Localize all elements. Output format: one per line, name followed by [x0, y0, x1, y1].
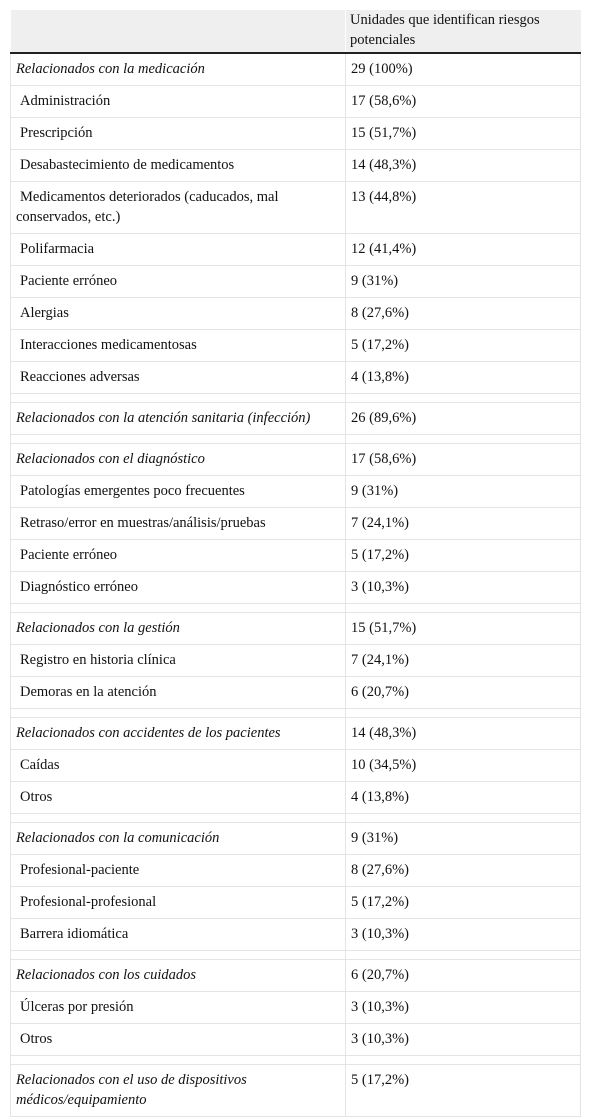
subcategory-value: 13 (44,8%)	[346, 182, 581, 234]
table-row	[11, 330, 581, 362]
category-label: Relacionados con la medicación	[11, 53, 346, 86]
subcategory-value: 3 (10,3%)	[346, 1024, 581, 1056]
subcategory-label: Caídas	[11, 750, 346, 782]
spacer-row	[11, 1056, 581, 1065]
subcategory-value: 7 (24,1%)	[346, 508, 581, 540]
table-body	[11, 53, 581, 1117]
spacer-cell	[11, 604, 346, 613]
subcategory-value: 7 (24,1%)	[346, 645, 581, 677]
table-row	[11, 887, 581, 919]
spacer-row	[11, 814, 581, 823]
category-value: 14 (48,3%)	[346, 718, 581, 750]
spacer-cell	[11, 814, 346, 823]
category-value: 26 (89,6%)	[346, 403, 581, 435]
subcategory-label: Paciente erróneo	[11, 266, 346, 298]
subcategory-label: Diagnóstico erróneo	[11, 572, 346, 604]
spacer-row	[11, 951, 581, 960]
table-row	[11, 782, 581, 814]
subcategory-value: 15 (51,7%)	[346, 118, 581, 150]
category-label: Relacionados con la atención sanitaria (infección)	[11, 403, 346, 435]
table-row	[11, 919, 581, 951]
category-row	[11, 960, 581, 992]
category-value: 9 (31%)	[346, 823, 581, 855]
table-row	[11, 508, 581, 540]
subcategory-label: Registro en historia clínica	[11, 645, 346, 677]
spacer-cell	[346, 709, 581, 718]
spacer-cell	[346, 951, 581, 960]
header-units: Unidades que identifican riesgos potenciales	[346, 10, 581, 53]
category-label: Relacionados con accidentes de los pacientes	[11, 718, 346, 750]
table-row	[11, 362, 581, 394]
category-label: Relacionados con el diagnóstico	[11, 444, 346, 476]
table-row	[11, 266, 581, 298]
category-value: 29 (100%)	[346, 53, 581, 86]
category-label: Relacionados con el uso de dispositivos médicos/equipamiento	[11, 1065, 346, 1117]
subcategory-label: Barrera idiomática	[11, 919, 346, 951]
table-row	[11, 1024, 581, 1056]
subcategory-value: 5 (17,2%)	[346, 540, 581, 572]
table-row	[11, 476, 581, 508]
subcategory-label: Retraso/error en muestras/análisis/pruebas	[11, 508, 346, 540]
spacer-cell	[346, 394, 581, 403]
category-row	[11, 718, 581, 750]
subcategory-value: 14 (48,3%)	[346, 150, 581, 182]
table-row	[11, 150, 581, 182]
subcategory-label: Interacciones medicamentosas	[11, 330, 346, 362]
table-row	[11, 572, 581, 604]
subcategory-value: 9 (31%)	[346, 266, 581, 298]
category-value: 17 (58,6%)	[346, 444, 581, 476]
subcategory-label: Administración	[11, 86, 346, 118]
subcategory-label: Desabastecimiento de medicamentos	[11, 150, 346, 182]
table-row	[11, 992, 581, 1024]
category-row	[11, 53, 581, 86]
category-value: 6 (20,7%)	[346, 960, 581, 992]
category-label: Relacionados con la comunicación	[11, 823, 346, 855]
category-row	[11, 1065, 581, 1117]
spacer-row	[11, 709, 581, 718]
spacer-cell	[11, 951, 346, 960]
category-row	[11, 444, 581, 476]
subcategory-value: 8 (27,6%)	[346, 298, 581, 330]
table-row	[11, 750, 581, 782]
spacer-cell	[346, 814, 581, 823]
subcategory-label: Úlceras por presión	[11, 992, 346, 1024]
subcategory-value: 5 (17,2%)	[346, 330, 581, 362]
risk-table	[10, 10, 581, 1117]
subcategory-label: Paciente erróneo	[11, 540, 346, 572]
category-label: Relacionados con la gestión	[11, 613, 346, 645]
category-value: 5 (17,2%)	[346, 1065, 581, 1117]
table-row	[11, 855, 581, 887]
spacer-cell	[11, 394, 346, 403]
table-header	[11, 10, 581, 53]
spacer-row	[11, 394, 581, 403]
subcategory-value: 9 (31%)	[346, 476, 581, 508]
subcategory-label: Prescripción	[11, 118, 346, 150]
subcategory-value: 8 (27,6%)	[346, 855, 581, 887]
table-row	[11, 298, 581, 330]
header-category	[11, 10, 346, 53]
spacer-cell	[346, 435, 581, 444]
subcategory-value: 3 (10,3%)	[346, 572, 581, 604]
subcategory-value: 5 (17,2%)	[346, 887, 581, 919]
subcategory-label: Reacciones adversas	[11, 362, 346, 394]
subcategory-value: 4 (13,8%)	[346, 782, 581, 814]
subcategory-label: Demoras en la atención	[11, 677, 346, 709]
subcategory-label: Otros	[11, 1024, 346, 1056]
spacer-cell	[11, 709, 346, 718]
spacer-row	[11, 604, 581, 613]
subcategory-label: Profesional-profesional	[11, 887, 346, 919]
spacer-cell	[11, 1056, 346, 1065]
table-row	[11, 234, 581, 266]
subcategory-value: 4 (13,8%)	[346, 362, 581, 394]
subcategory-label: Profesional-paciente	[11, 855, 346, 887]
subcategory-value: 12 (41,4%)	[346, 234, 581, 266]
category-row	[11, 403, 581, 435]
subcategory-value: 3 (10,3%)	[346, 992, 581, 1024]
spacer-cell	[346, 1056, 581, 1065]
category-value: 15 (51,7%)	[346, 613, 581, 645]
subcategory-label: Medicamentos deteriorados (caducados, mal conservados, etc.)	[11, 182, 346, 234]
category-row	[11, 823, 581, 855]
table-row	[11, 86, 581, 118]
table-row	[11, 645, 581, 677]
header-row	[11, 10, 581, 53]
table-row	[11, 540, 581, 572]
table-row	[11, 118, 581, 150]
spacer-cell	[346, 604, 581, 613]
subcategory-value: 17 (58,6%)	[346, 86, 581, 118]
table-row	[11, 677, 581, 709]
subcategory-value: 10 (34,5%)	[346, 750, 581, 782]
subcategory-value: 3 (10,3%)	[346, 919, 581, 951]
spacer-cell	[11, 435, 346, 444]
category-row	[11, 613, 581, 645]
subcategory-label: Polifarmacia	[11, 234, 346, 266]
category-label: Relacionados con los cuidados	[11, 960, 346, 992]
subcategory-value: 6 (20,7%)	[346, 677, 581, 709]
subcategory-label: Alergias	[11, 298, 346, 330]
subcategory-label: Otros	[11, 782, 346, 814]
subcategory-label: Patologías emergentes poco frecuentes	[11, 476, 346, 508]
spacer-row	[11, 435, 581, 444]
table-row	[11, 182, 581, 234]
